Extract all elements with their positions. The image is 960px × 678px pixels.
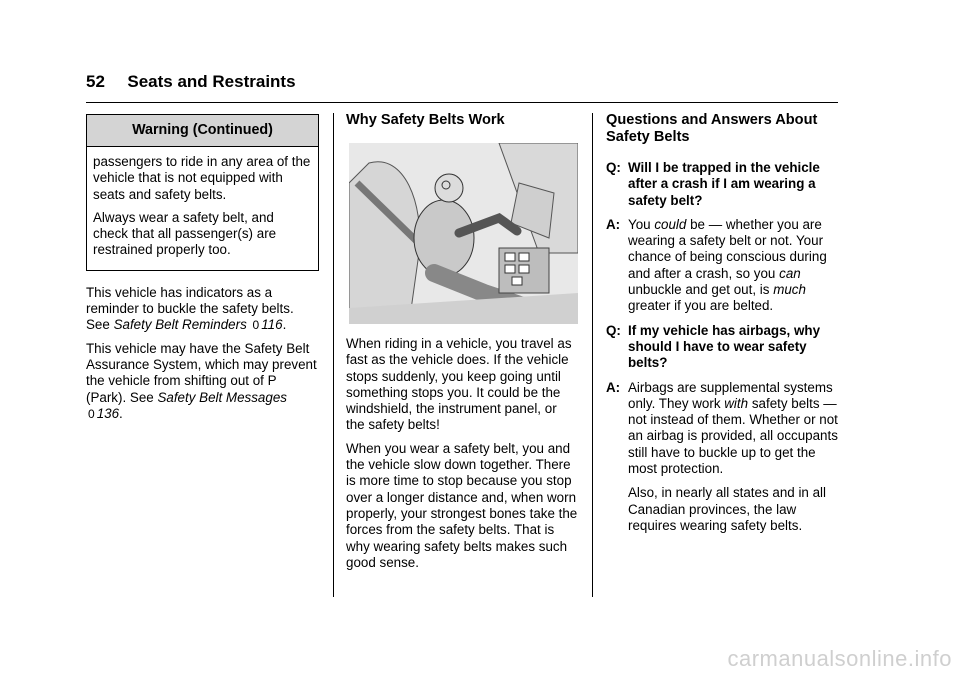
- section-heading-qa: Questions and Answers About Safety Belts: [606, 112, 818, 145]
- header-rule: [86, 102, 838, 103]
- column-1: [86, 114, 319, 429]
- answer-2-continuation: Also, in nearly all states and in all Canadian provinces, the law requires wearing safety belts.: [628, 485, 826, 533]
- watermark: carmanualsonline.info: [727, 646, 952, 671]
- safety-belt-messages-link[interactable]: Safety Belt Messages: [157, 389, 287, 405]
- answer-text: You could be — whether you are wearing a safety belt or not. Your chance of being conscious during and after a crash, so you can unbuckle and get out, is much greater if you are belted.: [628, 216, 827, 314]
- page-reference-icon: 0: [252, 318, 260, 333]
- safety-belt-reminders-link[interactable]: Safety Belt Reminders: [113, 317, 247, 333]
- answer-label: A:: [606, 216, 621, 232]
- warning-paragraph-1: passengers to ride in any area of the vehicle that is not equipped with seats and safety belts.: [93, 154, 311, 202]
- page-header: [86, 72, 838, 92]
- warning-paragraph-2: Always wear a safety belt, and check that all passenger(s) are restrained properly too.: [93, 209, 277, 258]
- page-reference-136[interactable]: 136: [96, 405, 120, 421]
- question-text: Will I be trapped in the vehicle after a crash if I am wearing a safety belt?: [628, 160, 820, 208]
- question-label: Q:: [606, 322, 621, 338]
- belt-assurance-paragraph: This vehicle may have the Safety Belt Assurance System, which may prevent the vehicle from shifting out of P (Park). See Safety Belt Messages 0 136.: [86, 340, 317, 421]
- section-heading-why-belts: Why Safety Belts Work: [346, 112, 505, 128]
- column-3: [606, 112, 838, 542]
- warning-title: Warning (Continued): [87, 115, 318, 147]
- answer-text: Airbags are supplemental systems only. They work with safety belts — not instead of them. Whether or not an airbag is provided, all occupants still have to buckle up to get the most protection.: [628, 379, 838, 477]
- section-title: Seats and Restraints: [127, 72, 296, 91]
- answer-2: [606, 380, 838, 535]
- why-belts-paragraph-2: When you wear a safety belt, you and the vehicle slow down together. There is more time to stop because you stop over a longer distance and, when worn properly, your strongest bones take the forces from the safety belts. That is why wearing safety belts makes such good sense.: [346, 440, 578, 570]
- page-number: 52: [86, 72, 105, 91]
- question-label: Q:: [606, 160, 621, 175]
- why-belts-paragraph-1: When riding in a vehicle, you travel as fast as the vehicle does. If the vehicle stops suddenly, you keep going until something stops you. It could be the windshield, the instrument panel, or the safety belts!: [346, 336, 572, 433]
- answer-label: A:: [606, 379, 621, 395]
- column-divider-1: [333, 113, 334, 597]
- crash-test-dummy-illustration: [349, 143, 578, 324]
- question-1: [606, 160, 838, 209]
- indicator-paragraph: This vehicle has indicators as a reminder to buckle the safety belts. See Safety Belt Reminders 0 116.: [86, 284, 294, 333]
- warning-box: [86, 114, 319, 271]
- question-2: [606, 323, 838, 372]
- column-divider-2: [592, 113, 593, 597]
- question-text: If my vehicle has airbags, why should I have to wear safety belts?: [628, 322, 821, 371]
- answer-1: [606, 217, 838, 315]
- page-reference-116[interactable]: 116: [261, 317, 283, 333]
- column-2: [346, 112, 578, 578]
- page-reference-icon: 0: [88, 406, 95, 421]
